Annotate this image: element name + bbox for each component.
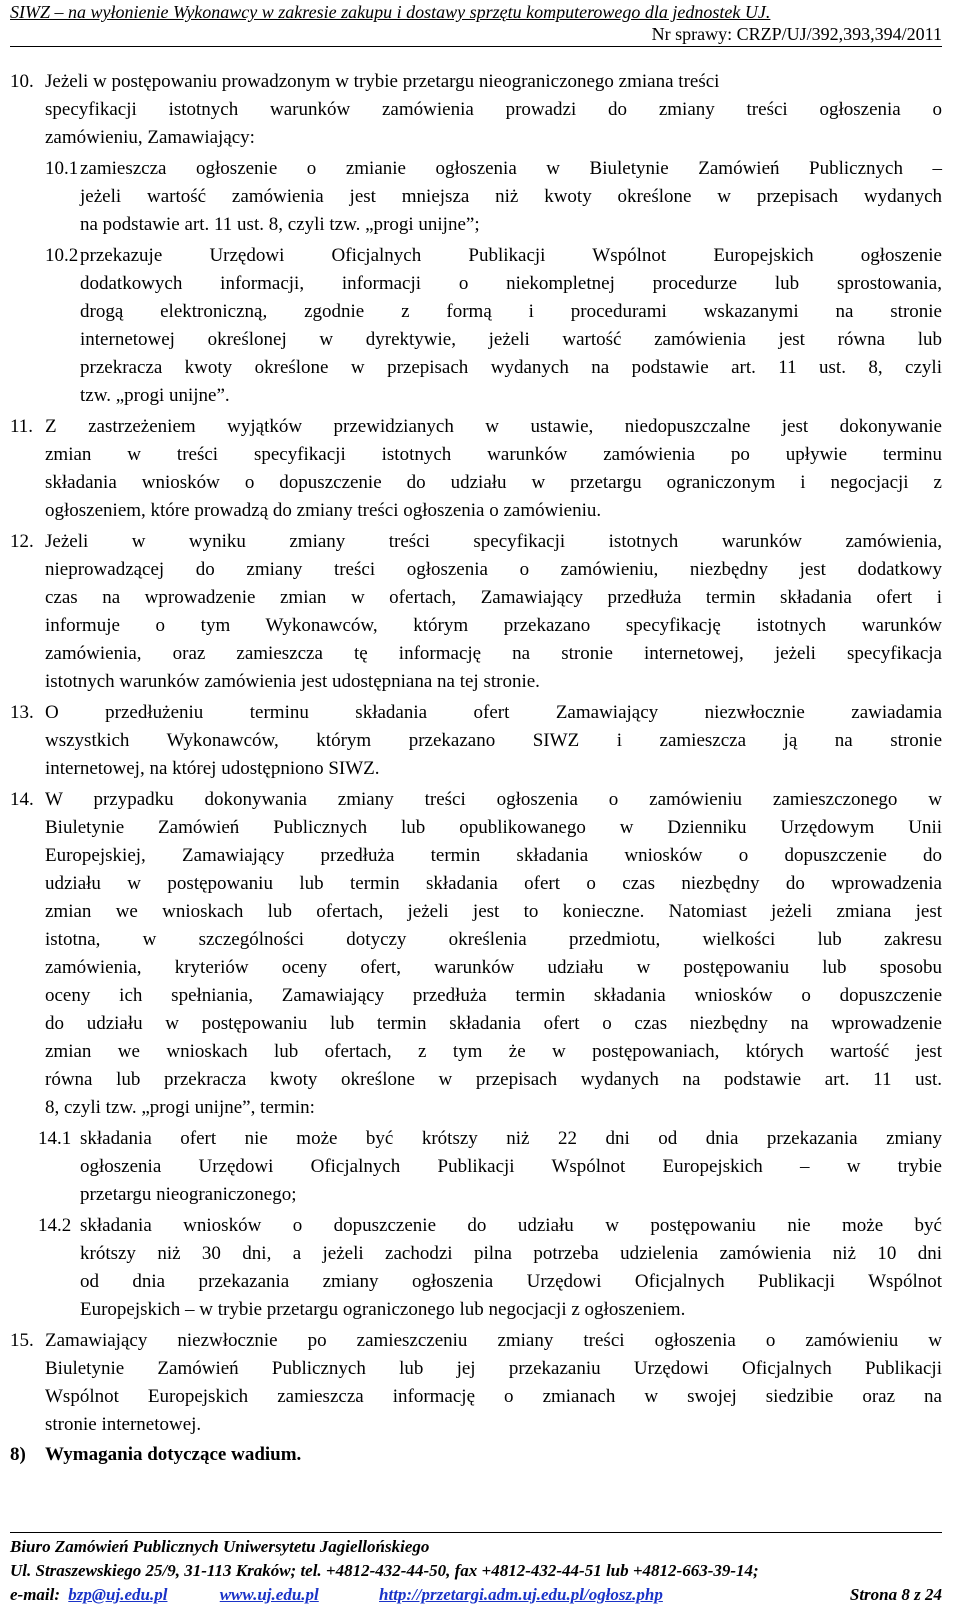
p14-line-8: oceny ich spełniania, Zamawiający przedłuża termin składania wniosków o dopuszczenie	[45, 985, 942, 1006]
case-number: Nr sprawy: CRZP/UJ/392,393,394/2011	[651, 24, 942, 44]
item-number-10-1: 10.1	[45, 158, 79, 179]
document-header-title: SIWZ – na wyłonienie Wykonawcy w zakresie zakupu i dostawy sprzętu komputerowego dla jednostek UJ.	[10, 2, 771, 22]
p14-1-line-1: składania ofert nie może być krótszy niż 22 dni od dnia przekazania zmiany	[80, 1128, 942, 1149]
p14-line-11: równa lub przekracza kwoty określone w przepisach wydanych na podstawie art. 11 ust.	[45, 1069, 942, 1090]
p12-line-1: Jeżeli w wyniku zmiany treści specyfikacji istotnych warunków zamówienia,	[45, 531, 942, 552]
p10-line-2: specyfikacji istotnych warunków zamówienia prowadzi do zmiany treści ogłoszenia o	[45, 99, 942, 120]
p10-1-line-3: na podstawie art. 11 ust. 8, czyli tzw. „progi unijne”;	[80, 214, 480, 235]
p10-2-line-3: drogą elektroniczną, zgodnie z formą i procedurami wskazanymi na stronie	[80, 301, 942, 322]
p12-line-4: informuje o tym Wykonawców, którym przekazano specyfikację istotnych warunków	[45, 615, 942, 636]
p10-2-line-6: tzw. „progi unijne”.	[80, 385, 230, 406]
item-number-13: 13.	[10, 702, 34, 723]
item-number-14-1: 14.1	[38, 1128, 72, 1149]
p10-line-1: Jeżeli w postępowaniu prowadzonym w trybie przetargu nieograniczonego zmiana treści	[45, 71, 720, 92]
p14-line-6: istotna, w szczególności dotyczy określenia przedmiotu, wielkości lub zakresu	[45, 929, 942, 950]
item-number-10-2: 10.2	[45, 245, 79, 266]
p15-line-2: Biuletynie Zamówień Publicznych lub jej przekazaniu Urzędowi Oficjalnych Publikacji	[45, 1358, 942, 1379]
p10-line-3: zamówieniu, Zamawiający:	[45, 127, 255, 148]
p14-line-12: 8, czyli tzw. „progi unijne”, termin:	[45, 1097, 315, 1118]
p14-1-line-3: przetargu nieograniczonego;	[80, 1184, 297, 1205]
p14-line-5: zmian we wnioskach lub ofertach, jeżeli jest to konieczne. Natomiast jeżeli zmiana jest	[45, 901, 942, 922]
p11-line-1: Z zastrzeżeniem wyjątków przewidzianych w ustawie, niedopuszczalne jest dokonywanie	[45, 416, 942, 437]
p10-2-line-1: przekazuje Urzędowi Oficjalnych Publikacji Wspólnot Europejskich ogłoszenie	[80, 245, 942, 266]
p14-line-10: zmian we wnioskach lub ofertach, z tym że w postępowaniach, których wartość jest	[45, 1041, 942, 1062]
p14-line-9: do udziału w postępowaniu lub termin składania ofert o czas niezbędny na wprowadzenie	[45, 1013, 942, 1034]
p15-line-4: stronie internetowej.	[45, 1414, 202, 1435]
p15-line-3: Wspólnot Europejskich zamieszcza informację o zmianach w swojej siedzibie oraz na	[45, 1386, 942, 1407]
p15-line-1: Zamawiający niezwłocznie po zamieszczeniu zmiany treści ogłoszenia o zamówieniu w	[45, 1330, 942, 1351]
p14-line-2: Biuletynie Zamówień Publicznych lub opublikowanego w Dzienniku Urzędowym Unii	[45, 817, 942, 838]
p14-2-line-2: krótszy niż 30 dni, a jeżeli zachodzi pilna potrzeba udzielenia zamówienia niż 10 dni	[80, 1243, 942, 1264]
footer-website-link[interactable]: www.uj.edu.pl	[219, 1585, 319, 1604]
item-number-15: 15.	[10, 1330, 34, 1351]
p12-line-2: nieprowadzącej do zmiany treści ogłoszenia o zamówieniu, niezbędny jest dodatkowy	[45, 559, 942, 580]
p13-line-3: internetowej, na której udostępniono SIWZ.	[45, 758, 380, 779]
p10-2-line-5: przekracza kwoty określone w przepisach wydanych na podstawie art. 11 ust. 8, czyli	[80, 357, 942, 378]
footer-address: Ul. Straszewskiego 25/9, 31-113 Kraków; tel. +4812-432-44-50, fax +4812-432-44-51 lub +4812-663-39-14;	[10, 1561, 759, 1580]
header-divider	[10, 46, 942, 47]
p14-line-4: udziału w postępowaniu lub termin składania ofert o czas niezbędny do wprowadzenia	[45, 873, 942, 894]
item-number-11: 11.	[10, 416, 34, 437]
p10-2-line-2: dodatkowych informacji, informacji o niekompletnej procedurze lub sprostowania,	[80, 273, 942, 294]
p11-line-4: ogłoszeniem, które prowadzą do zmiany treści ogłoszenia o zamówieniu.	[45, 500, 602, 521]
section-8-heading: Wymagania dotyczące wadium.	[45, 1444, 302, 1465]
item-number-12: 12.	[10, 531, 34, 552]
p14-2-line-4: Europejskich – w trybie przetargu ograniczonego lub negocjacji z ogłoszeniem.	[80, 1299, 686, 1320]
footer-email-link[interactable]: bzp@uj.edu.pl	[68, 1585, 168, 1604]
p10-2-line-4: internetowej określonej w dyrektywie, jeżeli wartość zamówienia jest równa lub	[80, 329, 942, 350]
footer-links-row	[10, 1585, 942, 1605]
p14-2-line-1: składania wniosków o dopuszczenie do udziału w postępowaniu nie może być	[80, 1215, 942, 1236]
p10-1-line-2: jeżeli wartość zamówienia jest mniejsza niż kwoty określone w przepisach wydanych	[80, 186, 942, 207]
item-number-14-2: 14.2	[38, 1215, 72, 1236]
footer-tender-link[interactable]: http://przetargi.adm.uj.edu.pl/ogłosz.php	[379, 1585, 663, 1604]
footer-divider	[10, 1532, 942, 1533]
p12-line-3: czas na wprowadzenie zmian w ofertach, Zamawiający przedłuża termin składania ofert i	[45, 587, 942, 608]
p14-line-1: W przypadku dokonywania zmiany treści ogłoszenia o zamówieniu zamieszczonego w	[45, 789, 942, 810]
p12-line-5: zamówienia, oraz zamieszcza tę informację na stronie internetowej, jeżeli specyfikacja	[45, 643, 942, 664]
p14-1-line-2: ogłoszenia Urzędowi Oficjalnych Publikacji Wspólnot Europejskich – w trybie	[80, 1156, 942, 1177]
p11-line-2: zmian w treści specyfikacji istotnych warunków zamówienia po upływie terminu	[45, 444, 942, 465]
item-number-10: 10.	[10, 71, 34, 92]
p10-1-line-1: zamieszcza ogłoszenie o zmianie ogłoszenia w Biuletynie Zamówień Publicznych –	[80, 158, 942, 179]
item-number-14: 14.	[10, 789, 34, 810]
footer-email-label: e-mail:	[10, 1585, 61, 1604]
p12-line-6: istotnych warunków zamówienia jest udostępniana na tej stronie.	[45, 671, 540, 692]
p13-line-2: wszystkich Wykonawców, którym przekazano SIWZ i zamieszcza ją na stronie	[45, 730, 942, 751]
p14-line-7: zamówienia, kryteriów oceny ofert, warunków udziału w postępowaniu lub sposobu	[45, 957, 942, 978]
p11-line-3: składania wniosków o dopuszczenie do udziału w przetargu ograniczonym i negocjacji z	[45, 472, 942, 493]
section-number-8: 8)	[10, 1444, 26, 1465]
p14-line-3: Europejskiej, Zamawiający przedłuża termin składania wniosków o dopuszczenie do	[45, 845, 942, 866]
footer-org-name: Biuro Zamówień Publicznych Uniwersytetu Jagiellońskiego	[10, 1537, 430, 1556]
page-number: Strona 8 z 24	[849, 1585, 942, 1604]
p14-2-line-3: od dnia przekazania zmiany ogłoszenia Urzędowi Oficjalnych Publikacji Wspólnot	[80, 1271, 942, 1292]
p13-line-1: O przedłużeniu terminu składania ofert Zamawiający niezwłocznie zawiadamia	[45, 702, 942, 723]
